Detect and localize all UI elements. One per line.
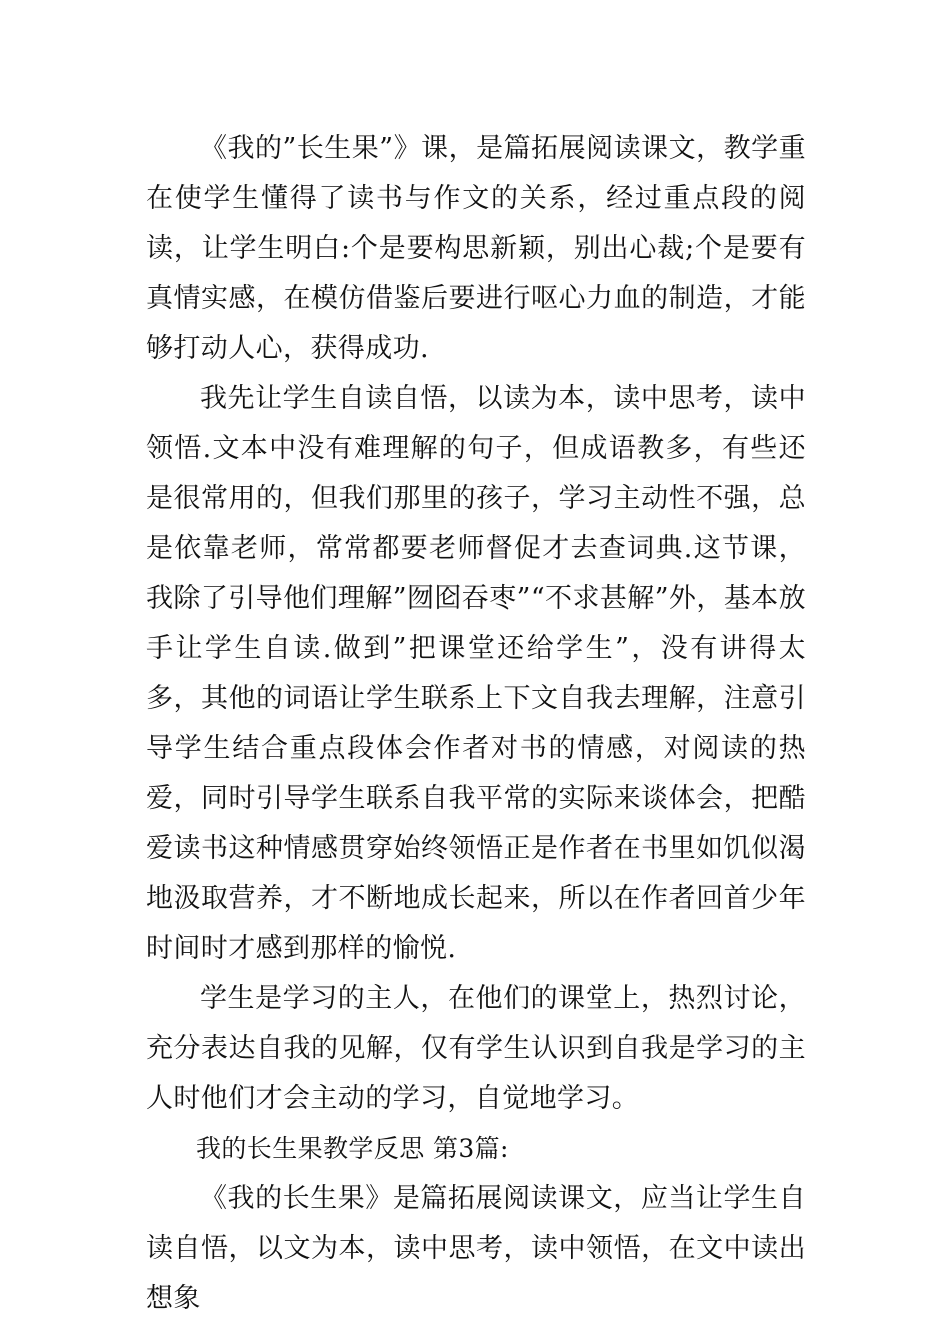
document-page	[146, 124, 806, 1314]
paragraph-4: 《我的长生果》是篇拓展阅读课文，应当让学生自读自悟，以文为本，读中思考，读中领悟，在文中读出想象	[146, 1183, 806, 1314]
paragraph-2: 我先让学生自读自悟，以读为本，读中思考，读中领悟.文本中没有难理解的句子，但成语教多，有些还是很常用的，但我们那里的孩子，学习主动性不强，总是依靠老师，常常都要老师督促才去查词典.这节课，我除了引导他们理解”囫囵吞枣”“不求甚解”外，基本放手让学生自读.做到”把课堂还给学生”，没有讲得太多，其他的词语让学生联系上下文自我去理解，注意引导学生结合重点段体会作者对书的情感，对阅读的热爱，同时引导学生联系自我平常的实际来谈体会，把酷爱读书这种情感贯穿始终领悟正是作者在书里如饥似渴地汲取营养，才不断地成长起来，所以在作者回首少年时间时才感到那样的愉悦.	[146, 383, 806, 964]
paragraph-1: 《我的”长生果”》课，是篇拓展阅读课文，教学重在使学生懂得了读书与作文的关系，经过重点段的阅读，让学生明白:个是要构思新颖，别出心裁;个是要有真情实感，在模仿借鉴后要进行呕心力血的制造，才能够打动人心，获得成功.	[146, 133, 806, 364]
section-heading: 我的长生果教学反思 第3篇:	[196, 1134, 509, 1163]
paragraph-3: 学生是学习的主人，在他们的课堂上，热烈讨论，充分表达自我的见解，仅有学生认识到自我是学习的主人时他们才会主动的学习，自觉地学习。	[146, 983, 806, 1114]
